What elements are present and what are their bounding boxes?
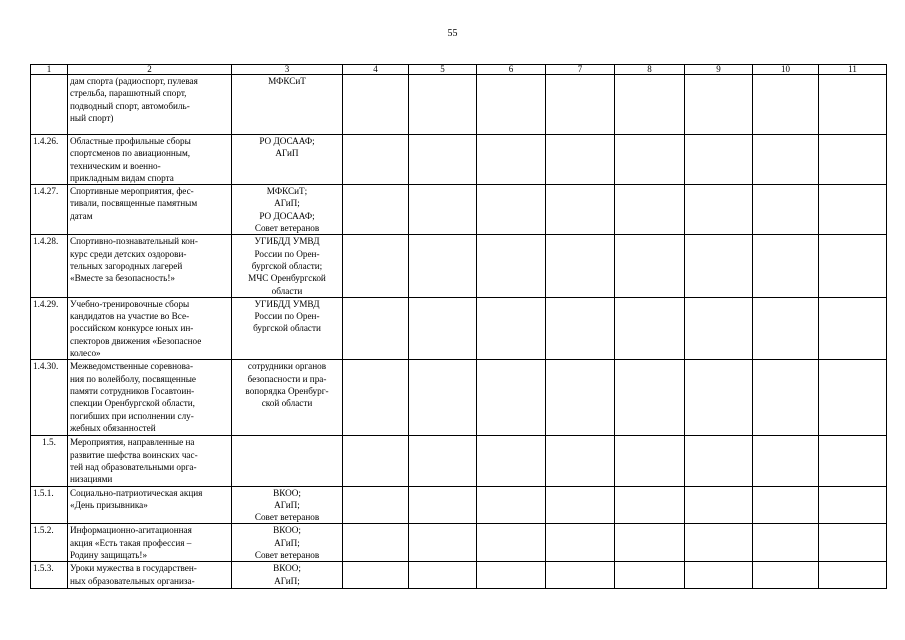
- empty-cell: [615, 297, 685, 359]
- event-name-line: спортсменов по авиационным,: [70, 148, 191, 159]
- empty-cell: [546, 297, 615, 359]
- event-name-line: жебных обязанностей: [70, 422, 156, 433]
- empty-cell: [409, 562, 477, 589]
- empty-cell: [343, 524, 409, 562]
- event-name-line: тивали, посвященные памятным: [70, 198, 198, 209]
- empty-cell: [546, 235, 615, 297]
- header-cell: 5: [409, 65, 477, 75]
- empty-cell: [343, 185, 409, 235]
- empty-cell: [546, 360, 615, 436]
- executor-line: бургской области: [253, 323, 321, 334]
- empty-cell: [343, 436, 409, 486]
- executor-line: безопасности и пра-: [247, 373, 327, 384]
- event-name-line: колесо»: [70, 348, 101, 359]
- item-number: 1.4.30.: [31, 360, 68, 436]
- empty-cell: [819, 436, 887, 486]
- empty-cell: [477, 185, 546, 235]
- event-name-line: российском конкурсе юных ин-: [70, 323, 194, 334]
- table-row: [31, 235, 887, 297]
- event-name-line: акция «Есть такая профессия –: [70, 537, 192, 548]
- empty-cell: [819, 360, 887, 436]
- empty-cell: [819, 185, 887, 235]
- empty-cell: [546, 486, 615, 524]
- empty-cell: [753, 360, 819, 436]
- event-name-line: кандидатов на участие во Все-: [70, 311, 190, 322]
- event-name-line: спекции Оренбургской области,: [70, 398, 195, 409]
- header-cell: 11: [819, 65, 887, 75]
- empty-cell: [409, 185, 477, 235]
- event-name-line: датам: [70, 210, 93, 221]
- empty-cell: [409, 486, 477, 524]
- empty-cell: [477, 562, 546, 589]
- event-name: [68, 436, 232, 486]
- empty-cell: [685, 562, 753, 589]
- event-name-line: Социально-патриотическая акция: [70, 487, 203, 498]
- empty-cell: [819, 297, 887, 359]
- event-name-line: развитие шефства воинских час-: [70, 449, 198, 460]
- table-row: [31, 360, 887, 436]
- empty-cell: [615, 562, 685, 589]
- event-name-line: Мероприятия, направленные на: [70, 437, 195, 448]
- executor-line: ской области: [261, 398, 313, 409]
- executors: [232, 524, 343, 562]
- empty-cell: [409, 524, 477, 562]
- header-cell: 7: [546, 65, 615, 75]
- event-name-line: Уроки мужества в государствен-: [70, 563, 197, 574]
- event-name-line: ных образовательных организа-: [70, 575, 195, 586]
- empty-cell: [477, 436, 546, 486]
- event-name-line: ния по волейболу, посвященные: [70, 373, 196, 384]
- event-name: [68, 524, 232, 562]
- empty-cell: [819, 524, 887, 562]
- empty-cell: [546, 562, 615, 589]
- empty-cell: [477, 297, 546, 359]
- item-number: 1.5.3.: [31, 562, 68, 589]
- empty-cell: [343, 486, 409, 524]
- executors: [232, 486, 343, 524]
- event-name-line: «День призывника»: [70, 499, 148, 510]
- executor-line: АГиП;: [274, 575, 300, 586]
- empty-cell: [409, 235, 477, 297]
- empty-cell: [753, 486, 819, 524]
- empty-cell: [343, 562, 409, 589]
- item-number: 1.5.: [31, 436, 68, 486]
- executor-line: ВКОО;: [273, 525, 301, 536]
- empty-cell: [685, 297, 753, 359]
- event-name-line: «Вместе за безопасность!»: [70, 273, 175, 284]
- table-row: [31, 135, 887, 185]
- header-cell: 2: [68, 65, 232, 75]
- event-name-line: Родину защищать!»: [70, 550, 148, 561]
- empty-cell: [819, 562, 887, 589]
- empty-cell: [753, 75, 819, 135]
- executor-line: Совет ветеранов: [254, 512, 320, 523]
- empty-cell: [409, 360, 477, 436]
- event-name-line: тей над образовательными орга-: [70, 461, 197, 472]
- empty-cell: [477, 360, 546, 436]
- event-name-line: подводный спорт, автомобиль-: [70, 100, 190, 111]
- table-row: [31, 185, 887, 235]
- header-row: [31, 65, 887, 75]
- executors: [232, 297, 343, 359]
- event-name: [68, 486, 232, 524]
- empty-cell: [477, 524, 546, 562]
- header-cell: 9: [685, 65, 753, 75]
- empty-cell: [477, 135, 546, 185]
- empty-cell: [685, 486, 753, 524]
- executors: [232, 436, 343, 486]
- empty-cell: [546, 524, 615, 562]
- executor-line: РО ДОСААФ;: [259, 136, 315, 146]
- table-row: [31, 436, 887, 486]
- event-name-line: Информационно-агитационная: [70, 525, 192, 536]
- empty-cell: [753, 135, 819, 185]
- empty-cell: [685, 75, 753, 135]
- empty-cell: [753, 524, 819, 562]
- empty-cell: [685, 524, 753, 562]
- event-name-line: погибших при исполнении слу-: [70, 410, 194, 421]
- event-name-line: прикладным видам спорта: [70, 172, 174, 183]
- empty-cell: [546, 185, 615, 235]
- event-name-line: Спортивные мероприятия, фес-: [70, 186, 194, 197]
- executor-line: бургской области;: [251, 260, 323, 271]
- empty-cell: [753, 235, 819, 297]
- executors: [232, 135, 343, 185]
- empty-cell: [343, 235, 409, 297]
- item-number: 1.4.27.: [31, 185, 68, 235]
- event-name-line: стрельба, парашютный спорт,: [70, 88, 187, 99]
- header-cell: 1: [31, 65, 68, 75]
- event-name: [68, 135, 232, 185]
- table-row: [31, 524, 887, 562]
- empty-cell: [477, 235, 546, 297]
- executor-line: МЧС Оренбургской: [248, 273, 326, 284]
- empty-cell: [615, 185, 685, 235]
- executor-line: АГиП;: [274, 198, 300, 209]
- empty-cell: [819, 486, 887, 524]
- empty-cell: [615, 486, 685, 524]
- header-cell: 8: [615, 65, 685, 75]
- event-name-line: Спортивно-познавательный кон-: [70, 236, 198, 247]
- empty-cell: [546, 436, 615, 486]
- event-name-line: Межведомственные соревнова-: [70, 361, 194, 372]
- empty-cell: [409, 436, 477, 486]
- item-number: 1.4.28.: [31, 235, 68, 297]
- empty-cell: [343, 297, 409, 359]
- event-name-line: памяти сотрудников Госавтоин-: [70, 385, 195, 396]
- empty-cell: [615, 135, 685, 185]
- empty-cell: [819, 75, 887, 135]
- event-name-line: низациями: [70, 474, 113, 485]
- executor-line: области: [271, 285, 303, 296]
- empty-cell: [615, 436, 685, 486]
- empty-cell: [343, 75, 409, 135]
- header-cell: 3: [232, 65, 343, 75]
- item-number: 1.5.2.: [31, 524, 68, 562]
- event-name-line: тельных загородных лагерей: [70, 260, 183, 271]
- executor-line: России по Орен-: [254, 248, 320, 259]
- executor-line: МФКСиТ;: [266, 186, 308, 197]
- empty-cell: [753, 436, 819, 486]
- empty-cell: [409, 135, 477, 185]
- empty-cell: [819, 235, 887, 297]
- empty-cell: [477, 486, 546, 524]
- empty-cell: [615, 360, 685, 436]
- empty-cell: [615, 235, 685, 297]
- empty-cell: [819, 135, 887, 185]
- event-name: [68, 297, 232, 359]
- table-row: [31, 486, 887, 524]
- executors: [232, 360, 343, 436]
- event-name-line: Учебно-тренировочные сборы: [70, 298, 190, 309]
- executor-line: ВКОО;: [273, 563, 301, 574]
- empty-cell: [343, 360, 409, 436]
- empty-cell: [477, 75, 546, 135]
- executor-line: сотрудники органов: [247, 361, 327, 372]
- event-name-line: ный спорт): [70, 112, 114, 123]
- event-name-line: курс среди детских оздорови-: [70, 248, 187, 259]
- item-number: 1.4.29.: [31, 297, 68, 359]
- executor-line: АГиП;: [274, 537, 300, 548]
- executor-line: Совет ветеранов: [254, 550, 320, 561]
- item-number: 1.4.26.: [31, 135, 68, 185]
- plan-table: [30, 64, 887, 589]
- event-name: [68, 75, 232, 135]
- executor-line: Совет ветеранов: [254, 223, 320, 234]
- empty-cell: [409, 297, 477, 359]
- event-name-line: техническим и военно-: [70, 160, 161, 171]
- empty-cell: [685, 360, 753, 436]
- executors: [232, 75, 343, 135]
- header-cell: 6: [477, 65, 546, 75]
- empty-cell: [685, 436, 753, 486]
- empty-cell: [343, 135, 409, 185]
- empty-cell: [753, 297, 819, 359]
- empty-cell: [409, 75, 477, 135]
- item-number: 1.5.1.: [31, 486, 68, 524]
- table-row: [31, 75, 887, 135]
- event-name-line: дам спорта (радиоспорт, пулевая: [70, 76, 198, 86]
- event-name: [68, 185, 232, 235]
- executor-line: АГиП;: [274, 499, 300, 510]
- executor-line: МФКСиТ: [268, 76, 306, 86]
- executor-line: АГиП: [275, 148, 299, 159]
- empty-cell: [685, 135, 753, 185]
- empty-cell: [615, 75, 685, 135]
- executor-line: вопорядка Оренбург-: [245, 385, 329, 396]
- event-name: [68, 360, 232, 436]
- executor-line: УГИБДД УМВД: [254, 236, 320, 247]
- empty-cell: [615, 524, 685, 562]
- empty-cell: [685, 185, 753, 235]
- executors: [232, 562, 343, 589]
- executor-line: России по Орен-: [254, 311, 320, 322]
- table-row: [31, 562, 887, 589]
- empty-cell: [546, 75, 615, 135]
- executors: [232, 185, 343, 235]
- empty-cell: [753, 562, 819, 589]
- event-name-line: спекторов движения «Безопасное: [70, 335, 202, 346]
- header-cell: 10: [753, 65, 819, 75]
- table-row: [31, 297, 887, 359]
- empty-cell: [546, 135, 615, 185]
- executor-line: РО ДОСААФ;: [259, 210, 315, 221]
- item-number: [31, 75, 68, 135]
- event-name-line: Областные профильные сборы: [70, 136, 191, 146]
- page-number: 55: [447, 28, 458, 39]
- event-name: [68, 235, 232, 297]
- empty-cell: [685, 235, 753, 297]
- executor-line: УГИБДД УМВД: [254, 298, 320, 309]
- executors: [232, 235, 343, 297]
- executor-line: ВКОО;: [273, 487, 301, 498]
- empty-cell: [753, 185, 819, 235]
- event-name: [68, 562, 232, 589]
- header-cell: 4: [343, 65, 409, 75]
